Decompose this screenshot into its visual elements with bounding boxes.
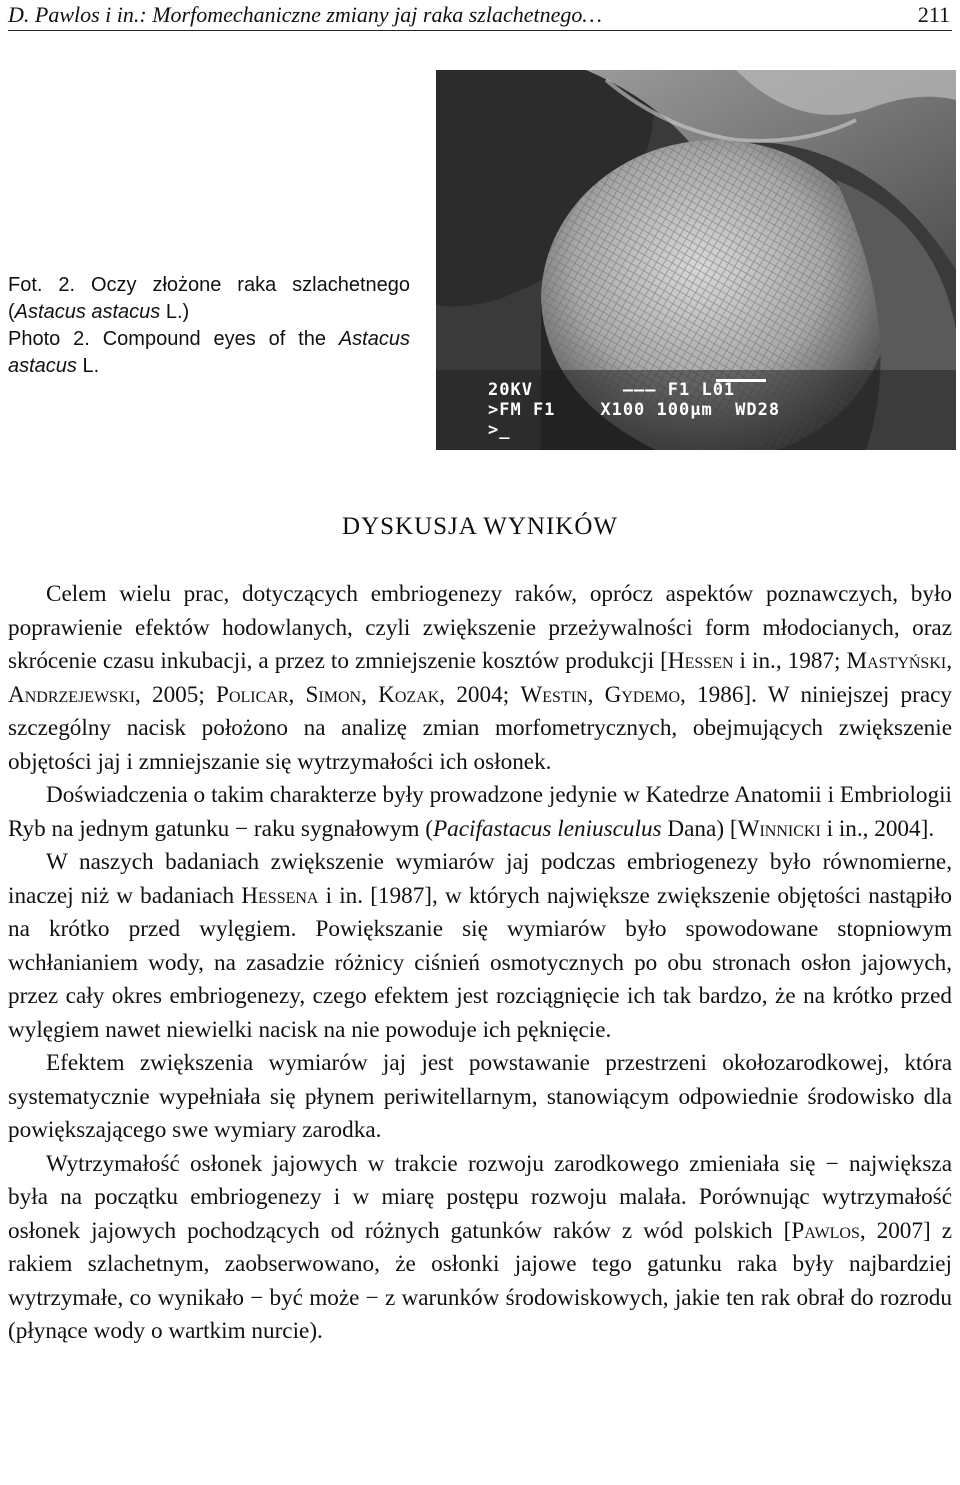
body-text	[8, 578, 952, 1349]
caption-english: Photo 2. Compound eyes of the Astacus astacus L.	[8, 328, 410, 377]
sem-overlay-line-3: >_	[488, 420, 511, 440]
running-header	[8, 0, 952, 31]
caption-polish: Fot. 2. Oczy złożone raka szlachetnego (Astacus astacus L.)	[8, 274, 410, 323]
sem-overlay-line-1: 20KV ——— F1 L01	[488, 380, 736, 400]
header-title: D. Pawlos i in.: Morfomechaniczne zmiany jaj raka szlachetnego…	[8, 2, 602, 27]
paragraph-4: Efektem zwiększenia wymiarów jaj jest powstawanie przestrzeni okołozarodkowej, która systematycznie wypełniała się płynem periwitellarnym, stanowiącym odpowiednie środowisko dla powiększającego swe wymiary zarodka.	[8, 1050, 952, 1143]
page-number: 211	[917, 2, 950, 27]
paragraph-5: Wytrzymałość osłonek jajowych w trakcie rozwoju zarodkowego zmieniała się − największa była na początku embriogenezy i w miarę postępu rozwoju malała. Porównując wytrzymałość osłonek jajowych pochodzących od różnych gatunków raków z wód polskich [Pawlos, 2007] z rakiem szlachetnym, zaobserwowano, że osłonki jajowe tego gatunku raka były najbardziej wytrzymałe, co wynikało − być może − z warunków środowiskowych, jakie ten rak obrał do rozrodu (płynące wody o wartkim nurcie).	[8, 1150, 952, 1344]
section-heading: DYSKUSJA WYNIKÓW	[342, 513, 618, 540]
sem-micrograph	[436, 70, 956, 450]
paragraph-3: W naszych badaniach zwiększenie wymiarów jaj podczas embriogenezy było równomierne, inaczej niż w badaniach Hessena i in. [1987], w których największe zwiększenie objętości nastąpiło na krótko przed wylęgiem. Powiększanie się wymiarów było spowodowane stopniowym wchłanianiem wody, na zasadzie różnicy ciśnień osmotycznych po obu stronach osłon jajowych, przez cały okres embriogenezy, czego efektem jest rozciągnięcie ich tak bardzo, że na krótko przed wylęgiem nawet niewielki nacisk na nie powoduje ich pęknięcie.	[8, 849, 952, 1043]
sem-overlay-line-2: >FM F1 X100 100μm WD28	[488, 400, 781, 420]
paragraph-1: Celem wielu prac, dotyczących embriogenezy raków, oprócz aspektów poznawczych, było poprawienie efektów hodowlanych, czyli zwiększenie przeżywalności form młodocianych, oraz skrócenie czasu inkubacji, a przez to zmniejszenie kosztów produkcji [Hessen i in., 1987; Mastyński, Andrzejewski, 2005; Policar, Simon, Kozak, 2004; Westin, Gydemo, 1986]. W niniejszej pracy szczególny nacisk położono na analizę zmian morfometrycznych, obejmujących zwiększenie objętości jaj i zmniejszanie się wytrzymałości ich osłonek.	[8, 581, 953, 775]
paragraph-2: Doświadczenia o takim charakterze były prowadzone jedynie w Katedrze Anatomii i Embriologii Ryb na jednym gatunku − raku sygnałowym (Pacifastacus leniusculus Dana) [Winnicki i in., 2004].	[8, 782, 952, 842]
photo-caption	[8, 272, 410, 380]
